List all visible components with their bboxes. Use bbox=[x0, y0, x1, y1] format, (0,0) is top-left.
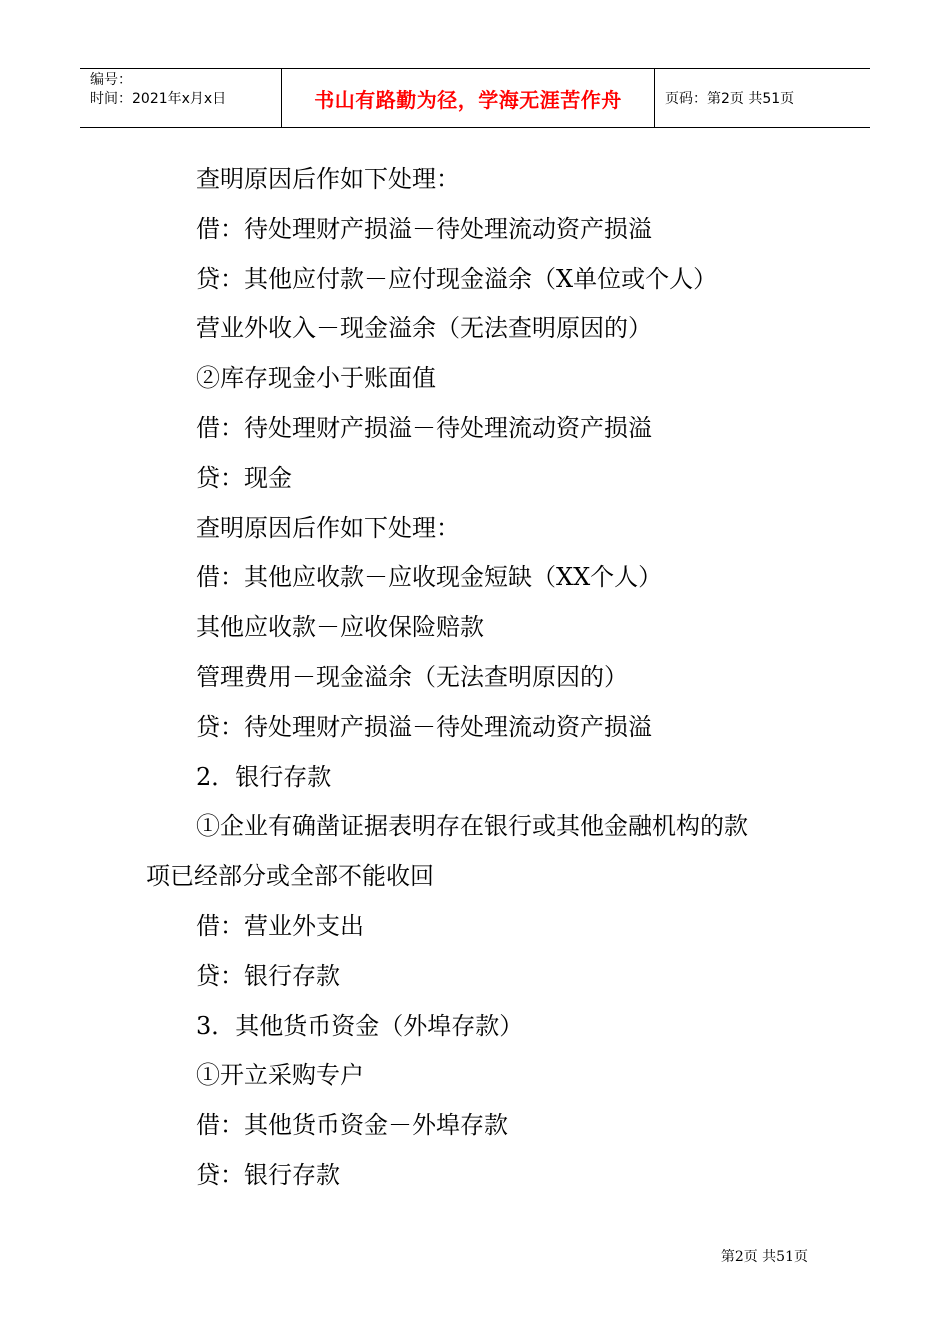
body-line: 贷：银行存款 bbox=[196, 961, 340, 990]
body-line: 贷：待处理财产损溢－待处理流动资产损溢 bbox=[196, 712, 652, 741]
body-line: 借：其他应收款－应收现金短缺（XX个人） bbox=[196, 563, 663, 592]
body-line: 管理费用－现金溢余（无法查明原因的） bbox=[196, 662, 628, 691]
body-line: 2．银行存款 bbox=[196, 762, 332, 791]
document-number-label: 编号： bbox=[90, 72, 132, 88]
body-line: ①企业有确凿证据表明存在银行或其他金融机构的款 bbox=[196, 812, 748, 841]
body-line: 贷：现金 bbox=[196, 463, 292, 492]
body-line: ①开立采购专户 bbox=[196, 1061, 364, 1090]
document-body bbox=[146, 155, 796, 1201]
body-line: 营业外收入－现金溢余（无法查明原因的） bbox=[196, 314, 652, 343]
body-line: 3．其他货币资金（外埠存款） bbox=[196, 1011, 524, 1040]
body-line: 其他应收款－应收保险赔款 bbox=[196, 613, 484, 642]
body-line: 借：其他货币资金－外埠存款 bbox=[196, 1111, 508, 1140]
document-time-label: 时间：2021年x月x日 bbox=[90, 91, 227, 107]
body-line: 查明原因后作如下处理： bbox=[196, 513, 460, 542]
body-line: 借：待处理财产损溢－待处理流动资产损溢 bbox=[196, 413, 652, 442]
page-header bbox=[80, 68, 870, 128]
body-line: 项已经部分或全部不能收回 bbox=[146, 862, 434, 891]
body-line: 贷：其他应付款－应付现金溢余（X单位或个人） bbox=[196, 264, 718, 293]
header-meta-cell bbox=[80, 69, 282, 127]
page-footer: 第2页 共51页 bbox=[720, 1249, 808, 1265]
header-page-number: 页码：第2页 共51页 bbox=[665, 91, 795, 107]
body-line: 借：待处理财产损溢－待处理流动资产损溢 bbox=[196, 214, 652, 243]
header-motto: 书山有路勤为径，学海无涯苦作舟 bbox=[282, 69, 655, 127]
body-line: 查明原因后作如下处理： bbox=[196, 165, 460, 193]
body-line: 贷：银行存款 bbox=[196, 1160, 340, 1189]
body-line: ②库存现金小于账面值 bbox=[196, 364, 436, 393]
body-line: 借：营业外支出 bbox=[196, 911, 364, 940]
